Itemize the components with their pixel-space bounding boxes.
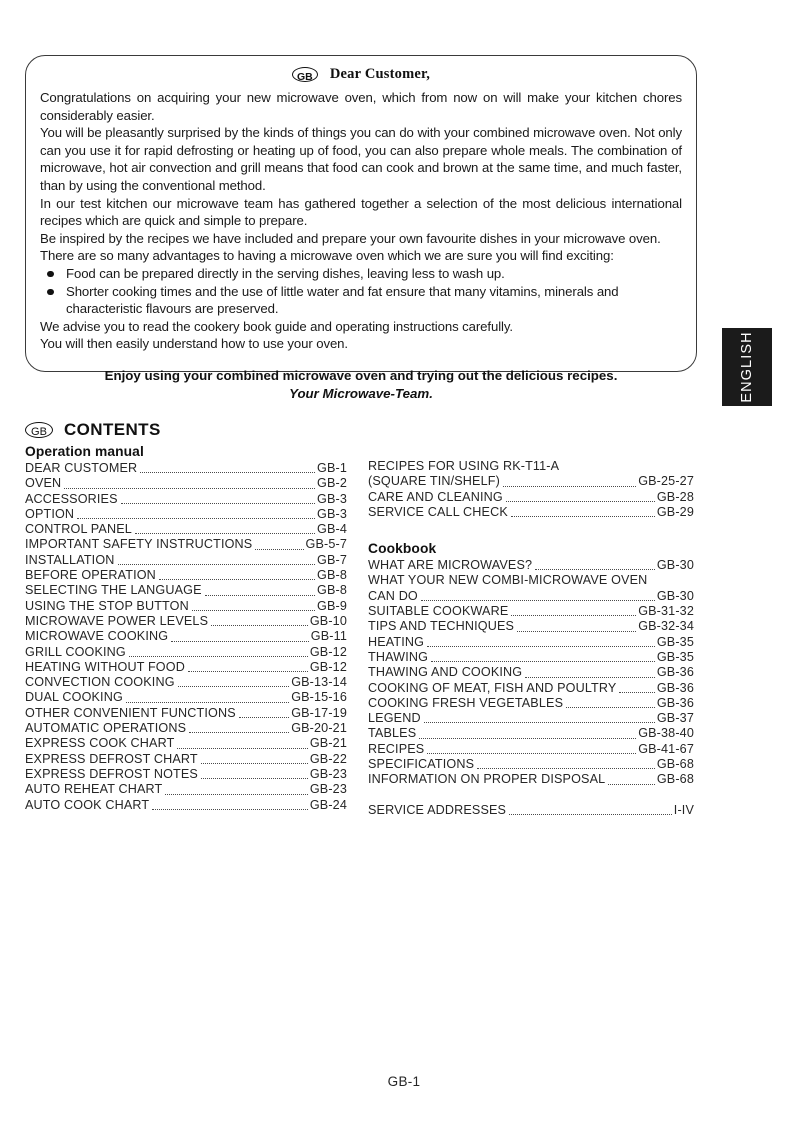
intro-message-box bbox=[25, 55, 697, 401]
toc-entry[interactable] bbox=[25, 599, 347, 614]
toc-entry-page: GB-28 bbox=[656, 489, 694, 504]
toc-entry-label: AUTO REHEAT CHART bbox=[25, 782, 163, 797]
toc-entry-page: GB-36 bbox=[656, 695, 694, 710]
toc-entry[interactable] bbox=[25, 629, 347, 644]
toc-entry-label: ACCESSORIES bbox=[25, 491, 118, 506]
language-side-tab-label: ENGLISH bbox=[739, 331, 755, 403]
toc-dot-leader bbox=[192, 609, 315, 611]
contents-heading bbox=[25, 420, 161, 440]
intro-paragraph: You will then easily understand how to use your oven. bbox=[40, 336, 348, 352]
toc-entry-page: GB-21 bbox=[309, 736, 347, 751]
toc-entry-page: GB-68 bbox=[656, 772, 694, 787]
toc-entry-page: GB-68 bbox=[656, 757, 694, 772]
toc-entry[interactable] bbox=[25, 522, 347, 537]
toc-entry-list bbox=[368, 558, 694, 787]
toc-entry[interactable] bbox=[25, 645, 347, 660]
toc-entry-page: GB-20-21 bbox=[291, 721, 347, 736]
toc-dot-leader bbox=[427, 752, 636, 754]
language-side-tab bbox=[722, 328, 772, 406]
toc-dot-leader bbox=[201, 777, 308, 779]
toc-entry[interactable] bbox=[25, 706, 347, 721]
toc-entry[interactable] bbox=[25, 782, 347, 797]
toc-entry-label: HEATING WITHOUT FOOD bbox=[25, 659, 185, 674]
toc-entry[interactable] bbox=[25, 476, 347, 491]
intro-signature: Your Microwave-Team. bbox=[289, 385, 433, 401]
intro-title: Dear Customer, bbox=[329, 66, 431, 82]
toc-entry[interactable] bbox=[25, 583, 347, 598]
toc-entry-page: GB-22 bbox=[309, 751, 347, 766]
toc-dot-leader bbox=[118, 563, 315, 565]
toc-entry-label: COOKING FRESH VEGETABLES bbox=[368, 695, 564, 710]
toc-entry-label: DUAL COOKING bbox=[25, 690, 123, 705]
intro-benefits-list bbox=[40, 265, 682, 318]
toc-left-column bbox=[25, 444, 347, 813]
toc-entry-page: GB-30 bbox=[656, 558, 694, 573]
toc-dot-leader bbox=[562, 470, 692, 471]
toc-entry-page: GB-23 bbox=[309, 782, 347, 797]
list-item bbox=[40, 283, 682, 318]
list-item bbox=[40, 265, 682, 283]
toc-dot-leader bbox=[126, 701, 289, 703]
toc-dot-leader bbox=[525, 676, 655, 678]
toc-entry-label: LEGEND bbox=[368, 711, 421, 726]
spacer bbox=[368, 788, 694, 803]
toc-dot-leader bbox=[511, 614, 636, 616]
toc-entry[interactable] bbox=[368, 696, 694, 711]
toc-entry[interactable] bbox=[25, 690, 347, 705]
toc-entry-page: GB-11 bbox=[310, 629, 347, 644]
toc-entry-page: GB-32-34 bbox=[638, 619, 694, 634]
intro-heading bbox=[40, 66, 682, 83]
footer-page-number: GB-1 bbox=[387, 1074, 421, 1089]
toc-entry-page: GB-1 bbox=[317, 461, 347, 475]
toc-entry-page: GB-36 bbox=[656, 680, 694, 695]
intro-closing-block bbox=[40, 367, 682, 403]
toc-entry-page: GB-10 bbox=[309, 613, 347, 628]
toc-entry[interactable] bbox=[368, 665, 694, 680]
toc-entry-label: MICROWAVE POWER LEVELS bbox=[25, 613, 209, 628]
toc-entry[interactable] bbox=[368, 490, 694, 505]
toc-entry-label: SUITABLE COOKWARE bbox=[368, 604, 509, 619]
toc-entry-page: GB-41-67 bbox=[638, 741, 694, 756]
toc-dot-leader bbox=[201, 762, 308, 764]
toc-entry-label: WHAT ARE MICROWAVES? bbox=[368, 558, 533, 573]
toc-dot-leader bbox=[503, 485, 636, 487]
toc-entry[interactable] bbox=[25, 721, 347, 736]
toc-entry[interactable] bbox=[368, 681, 694, 696]
toc-dot-leader bbox=[255, 548, 303, 550]
toc-entry-page: GB-13-14 bbox=[291, 675, 347, 690]
toc-entry-page: GB-35 bbox=[656, 649, 694, 664]
toc-entry[interactable] bbox=[368, 573, 694, 588]
toc-dot-leader bbox=[608, 783, 655, 785]
intro-paragraph: In our test kitchen our microwave team has gathered together a selection of the most delicious international recipes which are quick and simple to prepare. bbox=[40, 195, 682, 229]
toc-entry[interactable] bbox=[368, 589, 694, 604]
toc-dot-leader bbox=[535, 568, 655, 570]
page-title: CONTENTS bbox=[64, 420, 161, 439]
toc-entry[interactable] bbox=[25, 675, 347, 690]
toc-entry-label: CONVECTION COOKING bbox=[25, 675, 175, 690]
toc-entry-label: USING THE STOP BUTTON bbox=[25, 598, 189, 613]
toc-entry-page: GB-4 bbox=[317, 522, 347, 537]
toc-dot-leader bbox=[177, 747, 307, 749]
toc-dot-leader bbox=[509, 813, 672, 815]
toc-entry-page: GB-17-19 bbox=[291, 705, 347, 720]
toc-entry[interactable] bbox=[25, 798, 347, 813]
toc-entry-page: GB-3 bbox=[317, 491, 347, 506]
toc-dot-leader bbox=[121, 502, 315, 504]
toc-dot-leader bbox=[159, 578, 315, 580]
toc-entry[interactable] bbox=[25, 553, 347, 568]
toc-dot-leader bbox=[64, 487, 315, 489]
toc-entry-page: GB-8 bbox=[317, 583, 347, 598]
toc-entry-label: EXPRESS DEFROST CHART bbox=[25, 751, 198, 766]
toc-entry[interactable] bbox=[368, 558, 694, 573]
toc-dot-leader bbox=[506, 500, 655, 502]
toc-entry[interactable] bbox=[25, 614, 347, 629]
toc-entry[interactable] bbox=[25, 507, 347, 522]
toc-dot-leader bbox=[211, 624, 308, 626]
toc-entry-label: RECIPES FOR USING RK-T11-A bbox=[368, 459, 560, 473]
toc-entry-label: CONTROL PANEL bbox=[25, 522, 132, 537]
bullet-dot-icon bbox=[47, 289, 54, 296]
toc-entry[interactable] bbox=[368, 635, 694, 650]
toc-dot-leader bbox=[171, 640, 309, 642]
intro-closing-line: Enjoy using your combined microwave oven and trying out the delicious recipes. bbox=[104, 367, 618, 383]
toc-dot-leader bbox=[566, 706, 655, 708]
toc-entry-label: TIPS AND TECHNIQUES bbox=[368, 619, 515, 634]
toc-dot-leader bbox=[152, 808, 308, 810]
toc-entry[interactable] bbox=[368, 757, 694, 772]
gb-country-badge-icon: GB bbox=[25, 422, 53, 438]
toc-entry-label: (SQUARE TIN/SHELF) bbox=[368, 474, 500, 489]
toc-entry[interactable] bbox=[368, 505, 694, 520]
toc-dot-leader bbox=[77, 517, 315, 519]
toc-entry-label: OPTION bbox=[25, 506, 75, 521]
toc-entry-label: EXPRESS DEFROST NOTES bbox=[25, 766, 198, 781]
toc-entry-page: GB-29 bbox=[656, 504, 694, 519]
toc-entry[interactable] bbox=[25, 752, 347, 767]
toc-entry-label: INSTALLATION bbox=[25, 552, 115, 567]
toc-entry-page: GB-38-40 bbox=[638, 726, 694, 741]
toc-dot-leader bbox=[140, 471, 315, 473]
toc-entry-page: GB-31-32 bbox=[638, 604, 694, 619]
toc-dot-leader bbox=[188, 670, 308, 672]
intro-paragraph: You will be pleasantly surprised by the kinds of things you can do with your combined microwave oven. Not only can you use it for rapid defrosting or heating up of food, you can also prepare whole meals. The combination of microwave, hot air convection and grill means that food can cook and brown at the same time, and much faster, than by using the conventional method. bbox=[40, 125, 682, 193]
toc-entry-page: GB-23 bbox=[309, 766, 347, 781]
toc-entry[interactable] bbox=[25, 660, 347, 675]
toc-dot-leader bbox=[239, 716, 289, 718]
toc-entry-page: GB-24 bbox=[309, 797, 347, 812]
toc-entry[interactable] bbox=[368, 459, 694, 474]
toc-entry-page: GB-5-7 bbox=[305, 537, 347, 552]
toc-entry[interactable] bbox=[368, 711, 694, 726]
toc-section-title-cookbook: Cookbook bbox=[368, 541, 437, 557]
toc-entry-label: GRILL COOKING bbox=[25, 644, 126, 659]
toc-entry-label: CAN DO bbox=[368, 588, 418, 603]
toc-entry-page: GB-12 bbox=[309, 659, 347, 674]
toc-entry-label: OVEN bbox=[25, 476, 62, 491]
toc-entry-label: OTHER CONVENIENT FUNCTIONS bbox=[25, 705, 236, 720]
toc-entry-label: EXPRESS COOK CHART bbox=[25, 736, 175, 751]
list-item-label: Food can be prepared directly in the serving dishes, leaving less to wash up. bbox=[66, 265, 505, 281]
toc-dot-leader bbox=[129, 655, 308, 657]
toc-entry-label: RECIPES bbox=[368, 741, 425, 756]
toc-entry-list bbox=[25, 461, 347, 813]
toc-dot-leader bbox=[424, 721, 655, 723]
toc-entry-page: GB-36 bbox=[656, 665, 694, 680]
toc-dot-leader bbox=[205, 594, 315, 596]
toc-entry-label: INFORMATION ON PROPER DISPOSAL bbox=[368, 772, 606, 787]
toc-dot-leader bbox=[189, 731, 289, 733]
toc-entry-page: I-IV bbox=[673, 802, 694, 817]
toc-entry-label: CARE AND CLEANING bbox=[368, 489, 503, 504]
toc-entry-label: HEATING bbox=[368, 634, 425, 649]
toc-dot-leader bbox=[619, 691, 654, 693]
toc-dot-leader bbox=[419, 737, 636, 739]
bullet-dot-icon bbox=[47, 271, 54, 278]
toc-entry[interactable] bbox=[368, 726, 694, 741]
toc-entry[interactable] bbox=[25, 492, 347, 507]
toc-entry[interactable] bbox=[25, 537, 347, 552]
toc-dot-leader bbox=[431, 660, 655, 662]
toc-entry-page: GB-35 bbox=[656, 634, 694, 649]
toc-dot-leader bbox=[511, 515, 655, 517]
toc-entry-label: IMPORTANT SAFETY INSTRUCTIONS bbox=[25, 537, 253, 552]
toc-entry-label: COOKING OF MEAT, FISH AND POULTRY bbox=[368, 680, 617, 695]
toc-entry-label: WHAT YOUR NEW COMBI-MICROWAVE OVEN bbox=[368, 573, 648, 588]
toc-entry-label: DEAR CUSTOMER bbox=[25, 461, 138, 475]
toc-entry-page: GB-2 bbox=[317, 476, 347, 491]
toc-entry-page: GB-9 bbox=[317, 598, 347, 613]
toc-entry-label: SERVICE CALL CHECK bbox=[368, 504, 508, 519]
toc-entry[interactable] bbox=[368, 772, 694, 787]
toc-entry[interactable] bbox=[368, 619, 694, 634]
toc-dot-leader bbox=[178, 685, 290, 687]
toc-entry-label: AUTO COOK CHART bbox=[25, 797, 150, 812]
toc-dot-leader bbox=[165, 793, 307, 795]
toc-entry[interactable] bbox=[368, 650, 694, 665]
toc-entry-label: SERVICE ADDRESSES bbox=[368, 802, 507, 817]
toc-entry[interactable] bbox=[25, 568, 347, 583]
toc-dot-leader bbox=[427, 645, 655, 647]
toc-entry-label: SELECTING THE LANGUAGE bbox=[25, 583, 202, 598]
toc-entry-page: GB-8 bbox=[317, 568, 347, 583]
toc-entry[interactable] bbox=[368, 742, 694, 757]
toc-entry-label: SPECIFICATIONS bbox=[368, 757, 475, 772]
toc-entry[interactable] bbox=[25, 736, 347, 751]
toc-section-title-operation-manual: Operation manual bbox=[25, 444, 144, 459]
toc-entry[interactable] bbox=[25, 767, 347, 782]
toc-entry-label: THAWING bbox=[368, 649, 429, 664]
toc-entry-label: MICROWAVE COOKING bbox=[25, 629, 169, 644]
toc-dot-leader bbox=[650, 585, 692, 586]
list-item-label: Shorter cooking times and the use of little water and fat ensure that many vitamins, minerals and characteristic flavours are preserved. bbox=[66, 283, 619, 317]
toc-entry-label: THAWING AND COOKING bbox=[368, 665, 523, 680]
toc-entry-label: BEFORE OPERATION bbox=[25, 568, 156, 583]
toc-entry[interactable] bbox=[368, 604, 694, 619]
toc-entry[interactable] bbox=[25, 461, 347, 476]
toc-entry[interactable] bbox=[368, 803, 694, 818]
toc-dot-leader bbox=[517, 630, 636, 632]
toc-dot-leader bbox=[135, 532, 315, 534]
intro-paragraph: We advise you to read the cookery book guide and operating instructions carefully. bbox=[40, 318, 513, 334]
toc-dot-leader bbox=[421, 599, 655, 601]
toc-entry-label: TABLES bbox=[368, 726, 417, 741]
gb-country-badge-icon: GB bbox=[292, 67, 318, 82]
toc-dot-leader bbox=[477, 767, 655, 769]
intro-paragraph: Congratulations on acquiring your new microwave oven, which from now on will make your kitchen chores considerably easier. bbox=[40, 90, 682, 123]
toc-right-column bbox=[368, 459, 694, 818]
toc-entry-list bbox=[368, 803, 694, 818]
toc-entry-page: GB-7 bbox=[317, 552, 347, 567]
toc-entry-page: GB-15-16 bbox=[291, 690, 347, 705]
toc-entry-page: GB-25-27 bbox=[638, 474, 694, 489]
toc-entry-list bbox=[368, 459, 694, 520]
intro-paragraph: Be inspired by the recipes we have included and prepare your own favourite dishes in your microwave oven. bbox=[40, 230, 661, 246]
toc-entry-page: GB-30 bbox=[656, 588, 694, 603]
toc-entry-label: AUTOMATIC OPERATIONS bbox=[25, 721, 187, 736]
intro-paragraph: There are so many advantages to having a microwave oven which we are sure you will find exciting: bbox=[40, 248, 614, 264]
toc-entry-page: GB-3 bbox=[317, 506, 347, 521]
toc-entry-page: GB-12 bbox=[309, 644, 347, 659]
toc-entry-page: GB-37 bbox=[656, 711, 694, 726]
toc-entry[interactable] bbox=[368, 474, 694, 489]
